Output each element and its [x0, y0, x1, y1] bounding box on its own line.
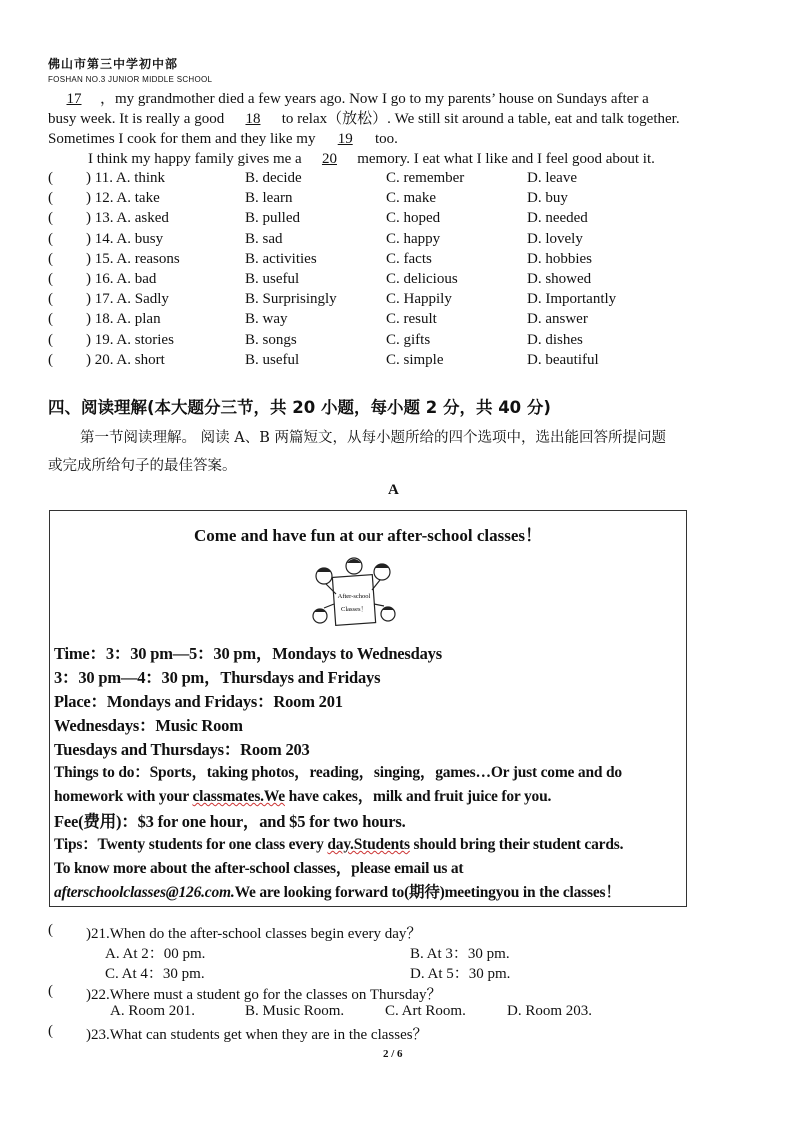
choice-option-b: B. decide [245, 170, 302, 186]
cloze-line-2 [48, 109, 748, 129]
choice-option-c: C. delicious [386, 271, 458, 287]
choice-question-option-a: ) 20. A. short [86, 351, 165, 368]
choice-option-d: D. lovely [527, 230, 583, 247]
after-school-poster [49, 510, 687, 907]
choice-question-option-a: ) 11. A. think [86, 170, 166, 186]
answer-bracket[interactable]: ( [48, 190, 53, 207]
poster-text: day.Students [327, 836, 410, 853]
choice-option-b: B. sad [245, 230, 283, 247]
q21-option-d: D. At 5：30 pm. [410, 966, 511, 982]
q22-option-b: B. Music Room. [245, 1003, 345, 1019]
answer-bracket[interactable]: ( [48, 271, 53, 287]
poster-text: should bring their student cards. [409, 836, 624, 853]
poster-title: Come and have fun at our after-school classes！ [193, 526, 542, 545]
blank-20: 20 [321, 151, 337, 167]
cloze-text: Sometimes I cook for them and they like my [48, 131, 316, 147]
poster-things-1: Things to do：Sports，taking photos，reading，singing，games…Or just come and do [54, 764, 622, 781]
choice-option-c: C. Happily [386, 291, 452, 308]
poster-text: have cakes，milk and fruit juice for you. [284, 788, 552, 805]
poster-email [54, 880, 621, 902]
choice-option-c: C. make [386, 190, 436, 207]
choice-question-option-a: ) 13. A. asked [86, 210, 169, 227]
poster-tips [54, 832, 623, 854]
logo-text-2: Classes！ [341, 606, 367, 613]
choice-option-b: B. pulled [245, 210, 300, 227]
poster-text: We are looking forward to(期待)meetingyou in the classes！ [234, 884, 621, 901]
choice-question-option-a: ) 14. A. busy [86, 230, 164, 247]
choice-option-d: D. dishes [527, 331, 583, 348]
bracket: ( [48, 1023, 53, 1039]
q22-option-a: A. Room 201. [110, 1003, 196, 1019]
blank-17: 17 [66, 91, 82, 107]
blank-18: 18 [245, 111, 261, 127]
cloze-line-4 [88, 149, 788, 169]
answer-bracket[interactable]: ( [48, 351, 53, 368]
poster-time-1: Time：3：30 pm—5：30 pm，Mondays to Wednesdays [54, 644, 442, 663]
q21-option-a: A. At 2：00 pm. [105, 946, 206, 962]
cloze-text: ，my grandmother died a few years ago. Now I go to my parents’ house on Sundays after a [100, 91, 649, 107]
answer-bracket[interactable]: ( [48, 230, 53, 247]
question-23: )23.What can students get when they are in the classes？ [86, 1027, 428, 1043]
choice-question-option-a: ) 12. A. take [86, 190, 160, 207]
q21-option-c: C. At 4：30 pm. [105, 966, 205, 982]
choice-question-option-a: ) 16. A. bad [86, 271, 157, 287]
cloze-line-3 [48, 129, 748, 149]
choice-option-c: C. remember [386, 170, 465, 186]
poster-place-1: Place：Mondays and Fridays：Room 201 [54, 692, 343, 711]
poster-text: classmates.We [192, 788, 285, 805]
cloze-line-1 [48, 89, 748, 109]
answer-bracket[interactable]: ( [48, 311, 53, 328]
choice-option-c: C. facts [386, 250, 432, 267]
choice-option-c: C. hoped [386, 210, 441, 227]
page-number: 2 / 6 [383, 1048, 403, 1060]
choice-option-d: D. leave [527, 170, 577, 186]
answer-bracket[interactable]: ( [48, 170, 53, 186]
poster-things-2 [54, 784, 551, 806]
choice-option-b: B. way [245, 311, 288, 328]
logo-text-1: After-school [337, 593, 371, 600]
poster-know-more: To know more about the after-school classes，please email us at [54, 860, 464, 877]
choice-question-option-a: ) 19. A. stories [86, 331, 174, 348]
instruction-line-2: 或完成所给句子的最佳答案。 [48, 458, 237, 474]
poster-time-2: 3：30 pm—4：30 pm，Thursdays and Fridays [54, 668, 381, 687]
choice-option-b: B. songs [245, 331, 297, 348]
answer-bracket[interactable]: ( [48, 210, 53, 227]
choice-option-d: D. Importantly [527, 291, 617, 308]
section-title: 四、阅读理解(本大题分三节，共 20 小题，每小题 2 分，共 40 分) [48, 398, 551, 417]
poster-place-3: Tuesdays and Thursdays：Room 203 [54, 740, 310, 759]
choice-option-c: C. gifts [386, 331, 431, 348]
blank-19: 19 [337, 131, 353, 147]
choice-option-b: B. Surprisingly [245, 291, 337, 308]
question-22: )22.Where must a student go for the classes on Thursday？ [86, 987, 442, 1003]
cloze-text: memory. I eat what I like and I feel good about it. [357, 151, 655, 167]
cloze-text: busy week. It is really a good [48, 111, 225, 127]
choice-option-b: B. activities [245, 250, 317, 267]
passage-letter: A [388, 482, 399, 498]
bracket: ( [48, 983, 53, 999]
choice-option-b: B. useful [245, 271, 300, 287]
cloze-text: to relax（放松）. We still sit around a table, eat and talk together. [281, 111, 680, 127]
poster-text: Tips：Twenty students for one class every [54, 836, 328, 853]
kids-sign-logo [306, 554, 402, 634]
answer-bracket[interactable]: ( [48, 250, 53, 267]
cloze-text: I think my happy family gives me a [88, 151, 302, 167]
question-21: )21.When do the after-school classes begin every day？ [86, 926, 422, 942]
instruction-line-1: 第一节阅读理解。 阅读 A、B 两篇短文，从每小题所给的四个选项中，选出能回答所提问题 [80, 430, 666, 446]
school-name-en: FOSHAN NO.3 JUNIOR MIDDLE SCHOOL [48, 75, 213, 84]
choice-option-d: D. beautiful [527, 351, 599, 368]
choice-option-d: D. hobbies [527, 250, 592, 267]
bracket: ( [48, 922, 53, 938]
choice-option-c: C. result [386, 311, 437, 328]
choice-option-d: D. showed [527, 271, 592, 287]
school-name-cn: 佛山市第三中学初中部 [48, 57, 179, 71]
poster-email-address: afterschoolclasses@126.com. [54, 884, 235, 901]
poster-place-2: Wednesdays：Music Room [54, 716, 243, 735]
choice-option-d: D. buy [527, 190, 568, 207]
choice-option-c: C. simple [386, 351, 444, 368]
choice-option-b: B. useful [245, 351, 300, 368]
choice-option-d: D. needed [527, 210, 588, 227]
q21-option-b: B. At 3：30 pm. [410, 946, 510, 962]
cloze-text: too. [374, 131, 398, 147]
answer-bracket[interactable]: ( [48, 291, 53, 308]
choice-question-option-a: ) 18. A. plan [86, 311, 161, 328]
q22-option-c: C. Art Room. [385, 1003, 466, 1019]
choice-option-d: D. answer [527, 311, 588, 328]
q22-option-d: D. Room 203. [507, 1003, 593, 1019]
choice-question-option-a: ) 15. A. reasons [86, 250, 180, 267]
poster-text: homework with your [54, 788, 193, 805]
choice-option-b: B. learn [245, 190, 293, 207]
answer-bracket[interactable]: ( [48, 331, 53, 348]
choice-option-c: C. happy [386, 230, 441, 247]
choice-question-option-a: ) 17. A. Sadly [86, 291, 169, 308]
poster-fee: Fee(费用)：$3 for one hour，and $5 for two hours. [54, 812, 406, 831]
